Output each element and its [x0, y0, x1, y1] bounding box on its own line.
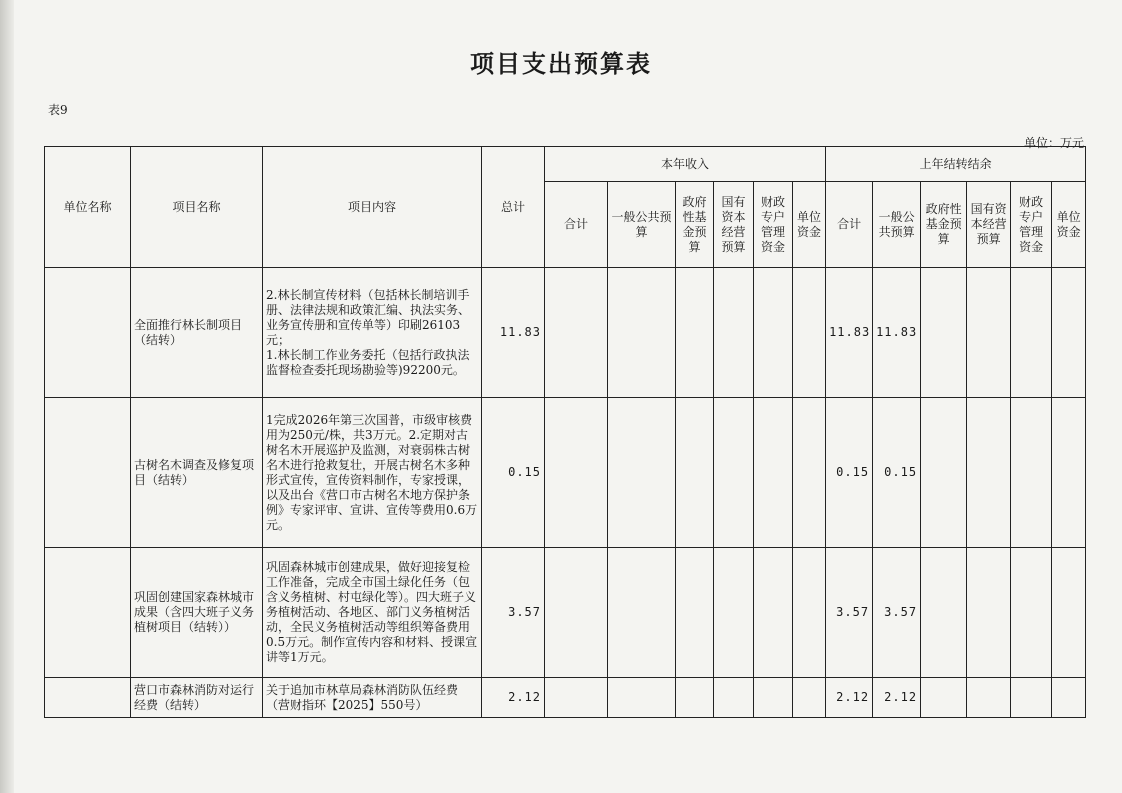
cell-co-fund	[921, 678, 967, 718]
table-number: 表9	[48, 103, 68, 117]
cell-project-name: 巩固创建国家森林城市成果（含四大班子义务植树项目（结转））	[131, 548, 263, 678]
cell-cy-state-capital	[714, 268, 754, 398]
header-project-name: 项目名称	[131, 147, 263, 268]
cell-project-name: 古树名木调查及修复项目（结转）	[131, 398, 263, 548]
budget-table	[44, 146, 1086, 718]
cell-project-content: 2.林长制宣传材料（包括林长制培训手册、法律法规和政策汇编、执法实务、业务宣传册和宣传单等）印刷26103元； 1.林长制工作业务委托（包括行政执法监督检查委托现场勘验等)92200元。	[263, 268, 482, 398]
cell-co-state-capital	[967, 268, 1011, 398]
cell-co-unit-funds	[1052, 398, 1086, 548]
header-cy-sum: 合计	[545, 182, 608, 268]
cell-cy-sum	[545, 548, 608, 678]
cell-co-special-account	[1011, 678, 1052, 718]
header-co-state-capital: 国有资本经营预算	[967, 182, 1011, 268]
header-project-content: 项目内容	[263, 147, 482, 268]
table-row	[45, 548, 1086, 678]
cell-cy-fund	[676, 678, 714, 718]
cell-unit	[45, 398, 131, 548]
cell-cy-general	[608, 678, 676, 718]
cell-cy-special-account	[754, 268, 793, 398]
cell-cy-special-account	[754, 548, 793, 678]
header-co-special-account: 财政专户管理资金	[1011, 182, 1052, 268]
header-carryover: 上年结转结余	[826, 147, 1086, 182]
header-unit-name: 单位名称	[45, 147, 131, 268]
cell-cy-fund	[676, 548, 714, 678]
cell-co-general: 0.15	[873, 398, 921, 548]
header-current-year: 本年收入	[545, 147, 826, 182]
cell-total: 0.15	[482, 398, 545, 548]
cell-co-general: 2.12	[873, 678, 921, 718]
cell-cy-unit-funds	[793, 548, 826, 678]
table-row	[45, 398, 1086, 548]
cell-cy-general	[608, 268, 676, 398]
cell-co-sum: 0.15	[826, 398, 873, 548]
page-binding-edge	[0, 0, 14, 793]
cell-co-special-account	[1011, 398, 1052, 548]
cell-cy-unit-funds	[793, 398, 826, 548]
cell-cy-unit-funds	[793, 268, 826, 398]
cell-cy-sum	[545, 678, 608, 718]
cell-co-sum: 11.83	[826, 268, 873, 398]
cell-project-content: 1完成2026年第三次国普，市级审核费用为250元/株，共3万元。2.定期对古树名木开展巡护及监测，对衰弱株古树名木进行抢救复壮，开展古树名木多种形式宣传，宣传资料制作，专家授课，以及出台《营口市古树名木地方保护条例》专家评审、宣讲、宣传等费用0.6万元。	[263, 398, 482, 548]
cell-cy-state-capital	[714, 548, 754, 678]
unit-label: 单位：万元	[1023, 136, 1084, 150]
cell-cy-sum	[545, 268, 608, 398]
cell-unit	[45, 268, 131, 398]
cell-project-content: 巩固森林城市创建成果，做好迎接复检工作准备，完成全市国土绿化任务（包含义务植树、村屯绿化等）。四大班子义务植树活动、各地区、部门义务植树活动，全民义务植树活动等组织筹备费用0.5万元。制作宣传内容和材料、授课宣讲等1万元。	[263, 548, 482, 678]
cell-cy-general	[608, 398, 676, 548]
cell-co-sum: 3.57	[826, 548, 873, 678]
cell-co-fund	[921, 268, 967, 398]
cell-cy-special-account	[754, 678, 793, 718]
header-cy-unit-funds: 单位资金	[793, 182, 826, 268]
page-title: 项目支出预算表	[470, 49, 652, 78]
cell-co-fund	[921, 548, 967, 678]
header-co-sum: 合计	[826, 182, 873, 268]
cell-project-name: 营口市森林消防对运行经费（结转）	[131, 678, 263, 718]
header-co-fund: 政府性基金预算	[921, 182, 967, 268]
cell-co-special-account	[1011, 268, 1052, 398]
cell-cy-special-account	[754, 398, 793, 548]
cell-cy-fund	[676, 268, 714, 398]
cell-co-unit-funds	[1052, 678, 1086, 718]
header-cy-state-capital: 国有资本经营预算	[714, 182, 754, 268]
cell-cy-general	[608, 548, 676, 678]
table-row	[45, 268, 1086, 398]
cell-total: 3.57	[482, 548, 545, 678]
table-row	[45, 678, 1086, 718]
cell-co-fund	[921, 398, 967, 548]
cell-co-state-capital	[967, 678, 1011, 718]
cell-cy-state-capital	[714, 678, 754, 718]
cell-cy-sum	[545, 398, 608, 548]
cell-cy-unit-funds	[793, 678, 826, 718]
cell-project-content: 关于追加市林草局森林消防队伍经费（营财指环【2025】550号）	[263, 678, 482, 718]
cell-co-sum: 2.12	[826, 678, 873, 718]
header-cy-general: 一般公共预算	[608, 182, 676, 268]
cell-co-state-capital	[967, 398, 1011, 548]
cell-co-special-account	[1011, 548, 1052, 678]
cell-unit	[45, 678, 131, 718]
cell-project-name: 全面推行林长制项目（结转）	[131, 268, 263, 398]
cell-total: 11.83	[482, 268, 545, 398]
cell-co-general: 3.57	[873, 548, 921, 678]
header-co-general: 一般公共预算	[873, 182, 921, 268]
cell-co-state-capital	[967, 548, 1011, 678]
header-total: 总计	[482, 147, 545, 268]
cell-unit	[45, 548, 131, 678]
cell-total: 2.12	[482, 678, 545, 718]
header-cy-special-account: 财政专户管理资金	[754, 182, 793, 268]
cell-co-unit-funds	[1052, 268, 1086, 398]
cell-co-general: 11.83	[873, 268, 921, 398]
cell-cy-fund	[676, 398, 714, 548]
header-cy-fund: 政府性基金预算	[676, 182, 714, 268]
cell-cy-state-capital	[714, 398, 754, 548]
header-co-unit-funds: 单位资金	[1052, 182, 1086, 268]
cell-co-unit-funds	[1052, 548, 1086, 678]
